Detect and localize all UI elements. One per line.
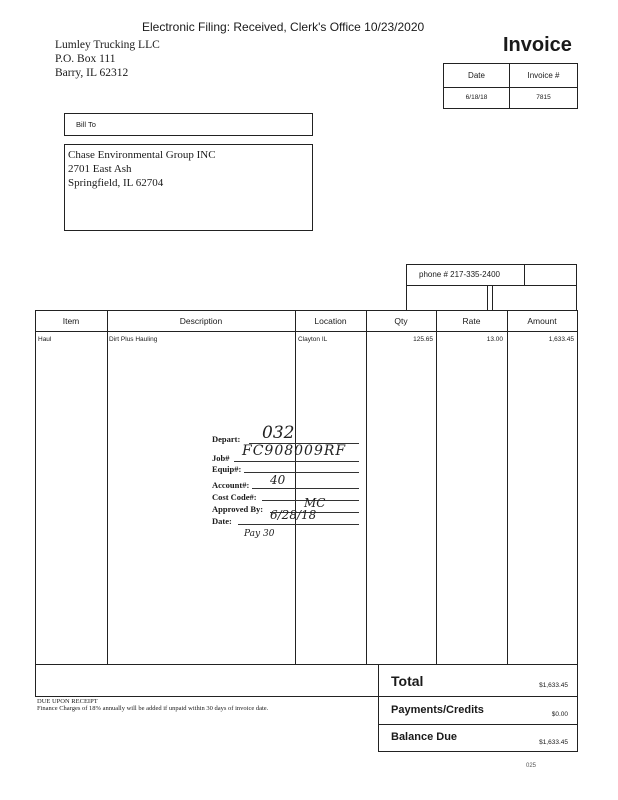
total-label: Total bbox=[391, 673, 424, 689]
cost-code-label: Cost Code#: bbox=[212, 492, 257, 502]
total-value: $1,633.45 bbox=[539, 682, 568, 689]
seller-block bbox=[55, 38, 160, 80]
approval-date-value: 6/28/18 bbox=[270, 508, 317, 522]
column-header-item: Item bbox=[62, 316, 80, 326]
job-value: FC908009RF bbox=[242, 443, 347, 459]
filing-stamp: Electronic Filing: Received, Clerk's Office 10/23/2020 bbox=[142, 20, 425, 34]
invoice-number-label: Invoice # bbox=[527, 71, 560, 80]
depart-label: Depart: bbox=[212, 434, 241, 444]
bill-to-label: Bill To bbox=[76, 120, 96, 129]
column-header-description: Description bbox=[179, 316, 223, 326]
seller-name: Lumley Trucking LLC bbox=[55, 39, 160, 51]
row-item: Haul bbox=[38, 336, 52, 343]
equip-label: Equip#: bbox=[212, 464, 242, 474]
column-header-location: Location bbox=[314, 316, 347, 326]
row-rate: 13.00 bbox=[486, 336, 503, 343]
handwritten-note: Pay 30 bbox=[244, 529, 275, 539]
approved-by-value: MC bbox=[304, 496, 326, 510]
bill-to-label-box bbox=[64, 113, 313, 136]
job-label: Job# bbox=[212, 453, 230, 463]
bill-to-name: Chase Environmental Group INC bbox=[68, 149, 216, 161]
phone-number: phone # 217-335-2400 bbox=[419, 270, 500, 279]
approved-by-label: Approved By: bbox=[212, 504, 264, 514]
approval-stamp bbox=[212, 425, 372, 550]
table-row bbox=[35, 334, 578, 346]
terms-finance-charge: Finance Charges of 18% annually will be added if unpaid within 30 days of invoice date. bbox=[37, 705, 269, 712]
document-title: Invoice bbox=[503, 34, 572, 56]
seller-address-line1: P.O. Box 111 bbox=[55, 53, 116, 65]
row-amount: 1,633.45 bbox=[548, 336, 574, 343]
payments-credits-label: Payments/Credits bbox=[391, 704, 484, 716]
date-value: 6/18/18 bbox=[465, 94, 488, 101]
date-label: Date bbox=[468, 71, 485, 80]
balance-due-label: Balance Due bbox=[391, 731, 458, 743]
balance-due-value: $1,633.45 bbox=[539, 739, 568, 746]
phone-box bbox=[406, 264, 577, 286]
invoice-number-value: 7815 bbox=[536, 94, 551, 101]
row-location: Clayton IL bbox=[298, 336, 328, 343]
totals-box bbox=[378, 664, 578, 752]
terms-due: DUE UPON RECEIPT bbox=[37, 698, 98, 705]
column-header-rate: Rate bbox=[462, 316, 481, 326]
invoice-meta-box bbox=[443, 63, 578, 109]
bill-to-address-line2: Springfield, IL 62704 bbox=[68, 177, 164, 189]
column-header-amount: Amount bbox=[527, 316, 557, 326]
row-description: Dirt Plus Hauling bbox=[109, 336, 158, 343]
approval-date-label: Date: bbox=[212, 516, 232, 526]
row-qty: 125.65 bbox=[413, 336, 433, 343]
payments-credits-value: $0.00 bbox=[551, 711, 568, 718]
depart-value: 032 bbox=[262, 423, 295, 443]
account-label: Account#: bbox=[212, 480, 250, 490]
bill-to-address-line1: 2701 East Ash bbox=[68, 163, 132, 175]
terms-block bbox=[37, 698, 268, 712]
seller-address-line2: Barry, IL 62312 bbox=[55, 67, 129, 79]
account-value: 40 bbox=[270, 473, 286, 487]
page-mark: 025 bbox=[526, 763, 537, 769]
bill-to-address-box bbox=[64, 144, 313, 231]
column-header-qty: Qty bbox=[394, 316, 408, 326]
